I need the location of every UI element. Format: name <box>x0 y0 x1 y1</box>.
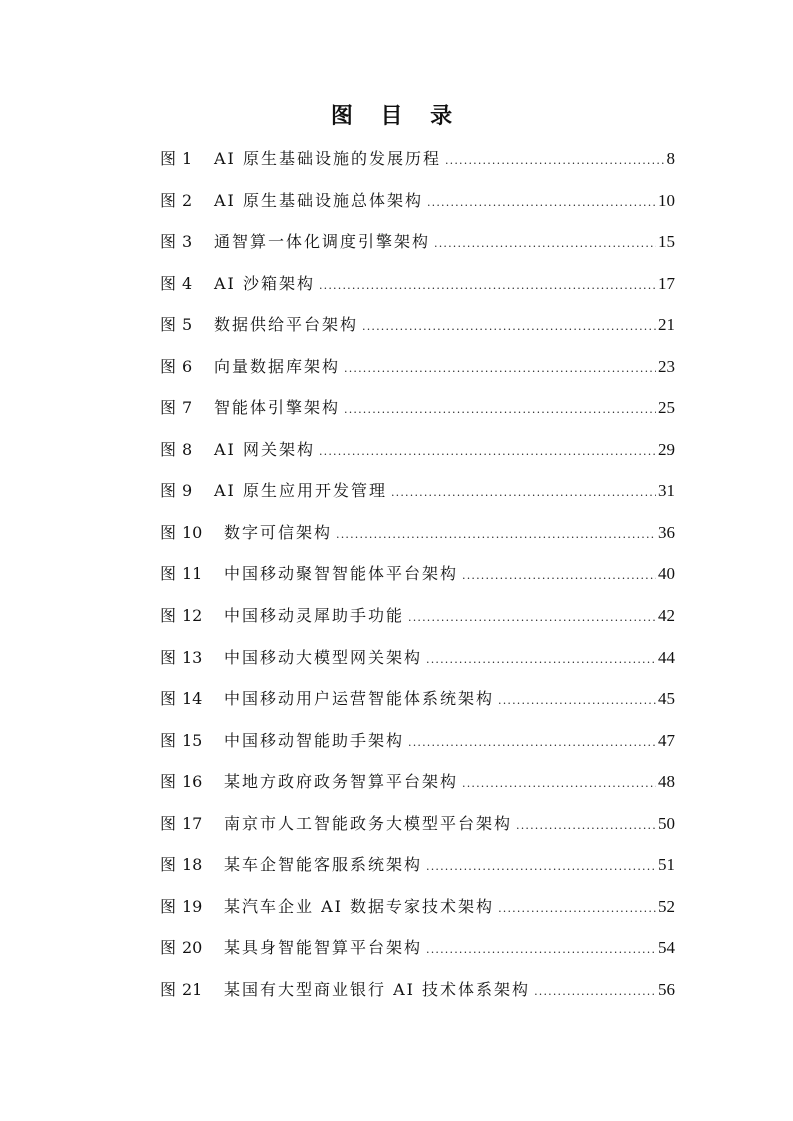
figure-number: 9 <box>182 481 193 501</box>
figure-number: 14 <box>182 689 203 709</box>
toc-entry-figure-2[interactable] <box>160 180 675 222</box>
figure-prefix: 图 <box>160 772 177 792</box>
page-number: 44 <box>658 647 675 667</box>
figure-number: 21 <box>182 979 203 999</box>
figure-label <box>160 595 224 637</box>
toc-entry-figure-3[interactable] <box>160 221 675 263</box>
dot-leader <box>427 182 656 224</box>
figure-title: 某地方政府政务智算平台架构 <box>224 772 459 792</box>
figure-prefix: 图 <box>160 896 177 916</box>
dot-leader <box>319 265 656 307</box>
toc-entry-figure-5[interactable] <box>160 304 675 346</box>
figure-prefix: 图 <box>160 190 177 210</box>
figure-number: 10 <box>182 522 203 542</box>
figure-title: 某车企智能客服系统架构 <box>224 855 423 875</box>
figure-label <box>160 429 214 471</box>
figure-title: 中国移动用户运营智能体系统架构 <box>224 689 495 709</box>
figure-title: 中国移动聚智智能体平台架构 <box>224 564 459 584</box>
figure-number: 15 <box>182 730 203 750</box>
figure-number: 7 <box>182 398 193 418</box>
dot-leader <box>434 223 656 265</box>
dot-leader <box>344 348 656 390</box>
page-number: 45 <box>658 689 675 709</box>
toc-entry-figure-16[interactable] <box>160 761 675 803</box>
figure-title: 某具身智能智算平台架构 <box>224 938 423 958</box>
dot-leader <box>362 306 656 348</box>
page-number: 10 <box>658 190 675 210</box>
figure-number: 17 <box>182 813 203 833</box>
figure-label <box>160 927 224 969</box>
figure-prefix: 图 <box>160 938 177 958</box>
figure-title: 向量数据库架构 <box>214 356 341 376</box>
figure-label <box>160 470 214 512</box>
toc-entry-figure-20[interactable] <box>160 927 675 969</box>
figure-title: 某汽车企业 AI 数据专家技术架构 <box>224 896 495 916</box>
figure-label <box>160 803 224 845</box>
page-number: 25 <box>658 398 675 418</box>
figure-prefix: 图 <box>160 855 177 875</box>
figure-label <box>160 720 224 762</box>
dot-leader <box>498 888 656 930</box>
toc-entry-figure-17[interactable] <box>160 803 675 845</box>
dot-leader <box>426 639 656 681</box>
figure-label <box>160 221 214 263</box>
page-number: 51 <box>658 855 675 875</box>
figure-title: AI 原生基础设施的发展历程 <box>214 149 441 168</box>
page-title: 图 目 录 <box>330 104 463 129</box>
dot-leader <box>445 140 665 182</box>
figure-label <box>160 553 224 595</box>
page-number: 50 <box>658 813 675 833</box>
figure-label <box>160 304 214 346</box>
toc-entry-figure-8[interactable] <box>160 429 675 471</box>
toc-entry-figure-15[interactable] <box>160 720 675 762</box>
page-number: 21 <box>658 315 675 335</box>
figure-label <box>160 180 214 222</box>
page-number: 23 <box>658 356 675 376</box>
figure-title: 中国移动智能助手架构 <box>224 730 405 750</box>
figure-prefix: 图 <box>160 647 177 667</box>
figure-list <box>160 138 675 1010</box>
figure-prefix: 图 <box>160 439 177 459</box>
figure-title: 南京市人工智能政务大模型平台架构 <box>224 813 513 833</box>
figure-title: AI 原生应用开发管理 <box>214 481 387 501</box>
dot-leader <box>516 805 656 847</box>
figure-prefix: 图 <box>160 730 177 750</box>
figure-prefix: 图 <box>160 232 177 252</box>
figure-prefix: 图 <box>160 315 177 335</box>
figure-prefix: 图 <box>160 149 177 168</box>
toc-entry-figure-13[interactable] <box>160 637 675 679</box>
figure-number: 12 <box>182 606 203 626</box>
figure-prefix: 图 <box>160 481 177 501</box>
figure-number: 5 <box>182 315 193 335</box>
figure-label <box>160 346 214 388</box>
dot-leader <box>534 971 656 1013</box>
figure-label <box>160 844 224 886</box>
figure-title: 数据供给平台架构 <box>214 315 359 335</box>
page-number: 42 <box>658 606 675 626</box>
figure-label <box>160 969 224 1011</box>
figure-title: 数字可信架构 <box>224 522 333 542</box>
page-number: 54 <box>658 938 675 958</box>
figure-number: 8 <box>182 439 193 459</box>
figure-prefix: 图 <box>160 356 177 376</box>
figure-label <box>160 678 224 720</box>
figure-number: 4 <box>182 273 193 293</box>
figure-prefix: 图 <box>160 522 177 542</box>
figure-label <box>160 886 224 928</box>
figure-number: 13 <box>182 647 203 667</box>
page-number: 48 <box>658 772 675 792</box>
dot-leader <box>319 431 656 473</box>
toc-entry-figure-21[interactable] <box>160 969 675 1011</box>
dot-leader <box>498 680 656 722</box>
figure-number: 16 <box>182 772 203 792</box>
dot-leader <box>391 472 656 514</box>
figure-title: 中国移动灵犀助手功能 <box>224 606 405 626</box>
figure-prefix: 图 <box>160 813 177 833</box>
figure-label <box>160 387 214 429</box>
page-number: 8 <box>666 149 675 168</box>
figure-title: 通智算一体化调度引擎架构 <box>214 232 431 252</box>
page-number: 47 <box>658 730 675 750</box>
dot-leader <box>462 555 656 597</box>
dot-leader <box>462 763 656 805</box>
figure-title: 某国有大型商业银行 AI 技术体系架构 <box>224 979 531 999</box>
figure-prefix: 图 <box>160 564 177 584</box>
figure-prefix: 图 <box>160 606 177 626</box>
toc-entry-figure-12[interactable] <box>160 595 675 637</box>
toc-entry-figure-11[interactable] <box>160 553 675 595</box>
figure-number: 6 <box>182 356 193 376</box>
page-number: 31 <box>658 481 675 501</box>
toc-entry-figure-7[interactable] <box>160 387 675 429</box>
figure-title: AI 网关架构 <box>214 439 315 459</box>
dot-leader <box>426 846 656 888</box>
dot-leader <box>336 514 656 556</box>
figure-number: 19 <box>182 896 203 916</box>
figure-number: 2 <box>182 190 193 210</box>
figure-number: 11 <box>182 564 203 584</box>
toc-entry-figure-19[interactable] <box>160 886 675 928</box>
dot-leader <box>344 389 656 431</box>
figure-title: AI 原生基础设施总体架构 <box>214 190 423 210</box>
figure-label <box>160 761 224 803</box>
figure-label <box>160 263 214 305</box>
toc-entry-figure-9[interactable] <box>160 470 675 512</box>
figure-label <box>160 512 224 554</box>
page-number: 56 <box>658 979 675 999</box>
toc-entry-figure-10[interactable] <box>160 512 675 554</box>
page-number: 36 <box>658 522 675 542</box>
dot-leader <box>408 722 656 764</box>
toc-entry-figure-4[interactable] <box>160 263 675 305</box>
page-number: 52 <box>658 896 675 916</box>
figure-number: 20 <box>182 938 203 958</box>
page-number: 17 <box>658 273 675 293</box>
figure-number: 3 <box>182 232 193 252</box>
dot-leader <box>426 929 656 971</box>
figure-number: 18 <box>182 855 203 875</box>
figure-title: 智能体引擎架构 <box>214 398 341 418</box>
page-number: 15 <box>658 232 675 252</box>
figure-prefix: 图 <box>160 689 177 709</box>
toc-entry-figure-14[interactable] <box>160 678 675 720</box>
toc-entry-figure-1[interactable] <box>160 138 675 180</box>
figure-title: 中国移动大模型网关架构 <box>224 647 423 667</box>
toc-entry-figure-6[interactable] <box>160 346 675 388</box>
figure-label <box>160 637 224 679</box>
page-number: 29 <box>658 439 675 459</box>
toc-entry-figure-18[interactable] <box>160 844 675 886</box>
figure-title: AI 沙箱架构 <box>214 273 315 293</box>
figure-prefix: 图 <box>160 398 177 418</box>
figure-prefix: 图 <box>160 979 177 999</box>
figure-label <box>160 138 214 180</box>
dot-leader <box>408 597 656 639</box>
figure-prefix: 图 <box>160 273 177 293</box>
page-number: 40 <box>658 564 675 584</box>
figure-number: 1 <box>182 149 193 168</box>
